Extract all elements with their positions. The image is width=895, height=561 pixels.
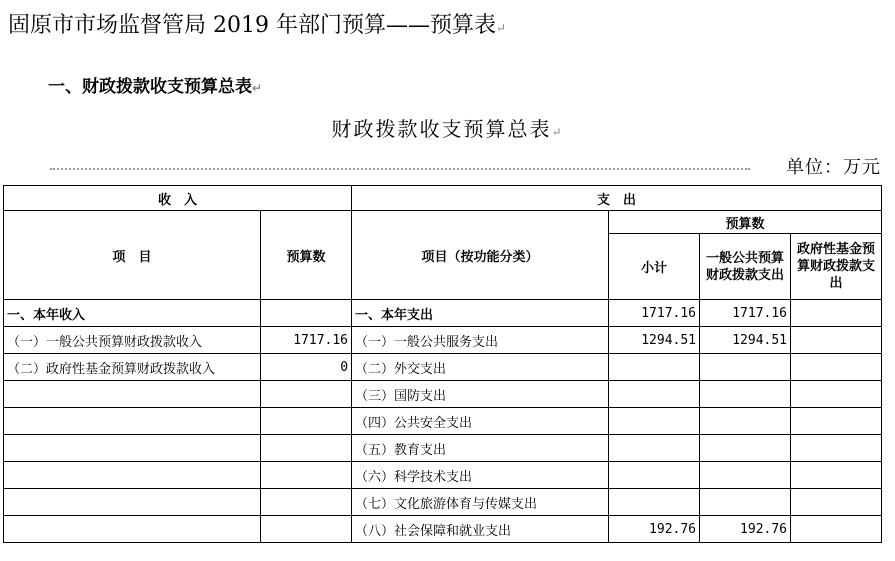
fund-budget-cell — [791, 327, 882, 354]
expenditure-item-cell: （三）国防支出 — [352, 381, 609, 408]
general-budget-cell — [700, 354, 791, 381]
document-title: 固原市市场监督管局 2019 年部门预算——预算表↵ — [8, 13, 507, 38]
income-item-cell — [4, 381, 261, 408]
col-header-budget-group: 预算数 — [609, 211, 882, 234]
col-header-general: 一般公共预算财政拨款支出 — [700, 234, 791, 300]
general-budget-cell — [700, 408, 791, 435]
general-budget-cell — [700, 435, 791, 462]
subtotal-cell — [609, 381, 700, 408]
general-budget-cell — [700, 462, 791, 489]
income-budget-cell: 0 — [261, 354, 352, 381]
subtotal-cell — [609, 462, 700, 489]
expenditure-item-cell: （二）外交支出 — [352, 354, 609, 381]
income-item-cell — [4, 516, 261, 543]
income-header: 收 入 — [4, 186, 352, 211]
income-budget-cell — [261, 300, 352, 327]
col-header-budget: 预算数 — [261, 211, 352, 300]
table-row — [4, 354, 882, 381]
subtotal-cell: 1294.51 — [609, 327, 700, 354]
table-row — [4, 489, 882, 516]
income-item-cell: （二）政府性基金预算财政拨款收入 — [4, 354, 261, 381]
subtotal-cell: 1717.16 — [609, 300, 700, 327]
table-row — [4, 516, 882, 543]
subtotal-cell: 192.76 — [609, 516, 700, 543]
table-row — [4, 408, 882, 435]
expenditure-item-cell: （八）社会保障和就业支出 — [352, 516, 609, 543]
budget-table — [3, 185, 882, 543]
expenditure-header: 支 出 — [352, 186, 882, 211]
subtotal-cell — [609, 435, 700, 462]
income-budget-cell — [261, 462, 352, 489]
general-budget-cell — [700, 489, 791, 516]
table-row — [4, 381, 882, 408]
fund-budget-cell — [791, 489, 882, 516]
income-item-cell — [4, 462, 261, 489]
fund-budget-cell — [791, 462, 882, 489]
income-item-cell — [4, 435, 261, 462]
expenditure-item-cell: （四）公共安全支出 — [352, 408, 609, 435]
section-heading: 一、财政拨款收支预算总表↵ — [48, 77, 263, 97]
income-budget-cell — [261, 516, 352, 543]
general-budget-cell: 1294.51 — [700, 327, 791, 354]
col-header-fund: 政府性基金预算财政拨款支出 — [791, 234, 882, 300]
expenditure-item-cell: （五）教育支出 — [352, 435, 609, 462]
fund-budget-cell — [791, 435, 882, 462]
general-budget-cell: 1717.16 — [700, 300, 791, 327]
expenditure-item-cell: （一）一般公共服务支出 — [352, 327, 609, 354]
income-budget-cell: 1717.16 — [261, 327, 352, 354]
income-budget-cell — [261, 408, 352, 435]
col-header-subtotal: 小计 — [609, 234, 700, 300]
subtotal-cell — [609, 354, 700, 381]
table-row — [4, 435, 882, 462]
fund-budget-cell — [791, 354, 882, 381]
col-header-item-function: 项目（按功能分类） — [352, 211, 609, 300]
fund-budget-cell — [791, 381, 882, 408]
fund-budget-cell — [791, 408, 882, 435]
subtotal-cell — [609, 489, 700, 516]
general-budget-cell — [700, 381, 791, 408]
table-title: 财政拨款收支预算总表↵ — [331, 117, 564, 141]
general-budget-cell: 192.76 — [700, 516, 791, 543]
table-row — [4, 462, 882, 489]
subtotal-cell — [609, 408, 700, 435]
income-item-cell: 一、本年收入 — [4, 300, 261, 327]
leader-dots — [50, 168, 750, 170]
expenditure-item-cell: 一、本年支出 — [352, 300, 609, 327]
income-item-cell — [4, 408, 261, 435]
income-budget-cell — [261, 435, 352, 462]
table-row — [4, 300, 882, 327]
unit-label: 单位：万元 — [786, 157, 881, 178]
expenditure-item-cell: （六）科学技术支出 — [352, 462, 609, 489]
table-row — [4, 327, 882, 354]
col-header-item: 项 目 — [4, 211, 261, 300]
expenditure-item-cell: （七）文化旅游体育与传媒支出 — [352, 489, 609, 516]
income-budget-cell — [261, 381, 352, 408]
fund-budget-cell — [791, 300, 882, 327]
income-item-cell — [4, 489, 261, 516]
income-item-cell: （一）一般公共预算财政拨款收入 — [4, 327, 261, 354]
fund-budget-cell — [791, 516, 882, 543]
income-budget-cell — [261, 489, 352, 516]
